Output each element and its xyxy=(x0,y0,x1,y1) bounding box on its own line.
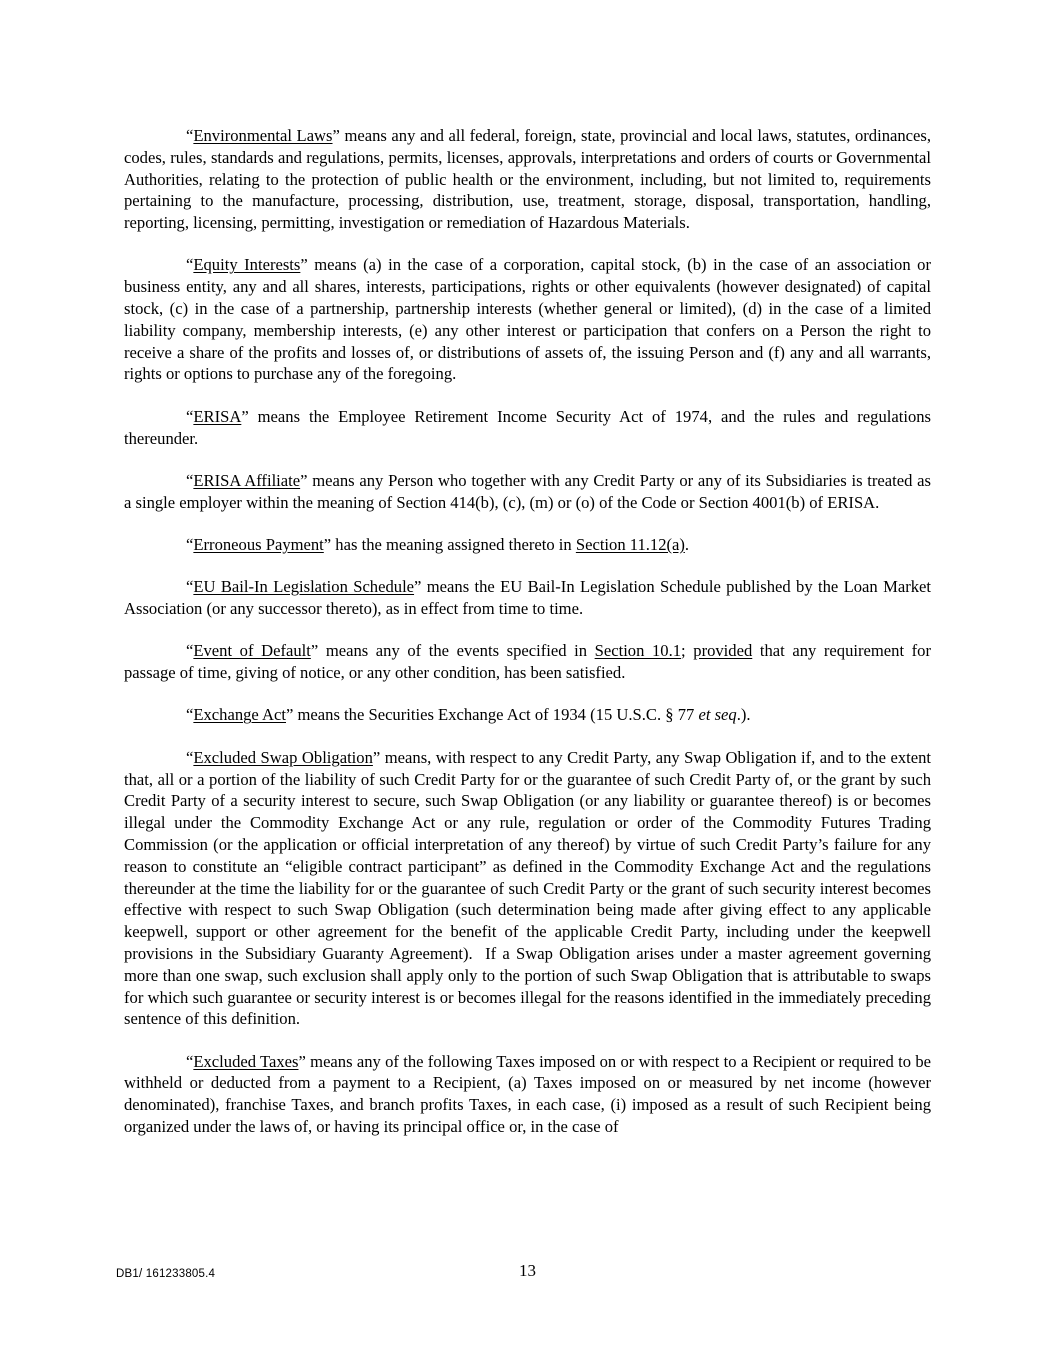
defined-term: Equity Interests xyxy=(193,255,301,275)
section-reference: Section 10.1 xyxy=(594,641,682,661)
defined-term: Exchange Act xyxy=(193,705,286,725)
page-number: 13 xyxy=(519,1261,536,1280)
defined-term: Excluded Taxes xyxy=(193,1051,299,1071)
definition-text: ” means (a) in the case of a corporation, capital stock, (b) in the case of an association or business entity, any and all shares, interests, participations, rights or other equivalents (however designated) of capital stock, (c) in the case of a partnership, partnership interests (whether general or limited), (d) in the case of a limited liability company, membership interests, (e) any other interest or participation that confers on a Person the right to receive a share of the profits and losses of, or distributions of assets of, the issuing Person and (f) any and all warrants, rights or options to purchase any of the foregoing. xyxy=(124,255,931,384)
document-id: DB1/ 161233805.4 xyxy=(116,1268,216,1280)
definition-erisa: “ERISA” means the Employee Retirement Income Security Act of 1974, and the rules and regulations thereunder. xyxy=(124,406,931,448)
definition-text: ” means the Securities Exchange Act of 1934 (15 U.S.C. § 77 xyxy=(286,705,699,725)
definition-text: ” has the meaning assigned thereto in xyxy=(323,534,576,554)
definition-excluded-taxes: “Excluded Taxes” means any of the following Taxes imposed on or with respect to a Recipient or required to be withheld or deducted from a payment to a Recipient, (a) Taxes imposed on or measured by net income (however denominated), franchise Taxes, and branch profits Taxes, in each case, (i) imposed as a result of such Recipient being organized under the laws of, or having its principal office or, in the case of xyxy=(124,1051,931,1136)
definition-text: ” means any of the following Taxes imposed on or with respect to a Recipient or required to be withheld or deducted from a payment to a Recipient, (a) Taxes imposed on or measured by net income (however denominated), franchise Taxes, and branch profits Taxes, in each case, (i) imposed as a result of such Recipient being organized under the laws of, or having its principal office or, in the case of xyxy=(124,1051,931,1136)
definition-excluded-swap-obligation: “Excluded Swap Obligation” means, with respect to any Credit Party, any Swap Obligation if, and to the extent that, all or a portion of the liability of such Credit Party for or the guarantee of such Credit Party of, or the grant by such Credit Party of a security interest to secure, such Swap Obligation (or any liability or guarantee thereof) is or becomes illegal under the Commodity Exchange Act or any rule, regulation or order of the Commodity Futures Trading Commission (or the application or official interpretation of any thereof) by virtue of such Credit Party’s failure for any reason to constitute an “eligible contract participant” as defined in the Commodity Exchange Act and the regulations thereunder at the time the liability for or the guarantee of such Credit Party or the grant of such security interest becomes effective with respect to such Swap Obligation (such determination being made after giving effect to any applicable keepwell, support or other agreement for the benefit of the applicable Credit Party, including under the keepwell provisions in the Subsidiary Guaranty Agreement). If a Swap Obligation arises under a master agreement governing more than one swap, such exclusion shall apply only to the portion of such Swap Obligation that is attributable to swaps for which such guarantee or security interest is or becomes illegal for the reasons identified in the immediately preceding sentence of this definition. xyxy=(124,747,931,1029)
defined-term: Erroneous Payment xyxy=(193,534,324,554)
proviso-term: provided xyxy=(693,641,753,661)
definition-text-end: that any requirement for passage of time, giving of notice, or any other condition, has been satisfied. xyxy=(124,641,931,683)
defined-term: Excluded Swap Obligation xyxy=(193,747,373,767)
definition-text: ” means the EU Bail-In Legislation Schedule published by the Loan Market Association (or any successor thereto), as in effect from time to time. xyxy=(124,577,931,619)
definition-event-of-default: “Event of Default” means any of the events specified in Section 10.1; provided that any requirement for passage of time, giving of notice, or any other condition, has been satisfied. xyxy=(124,641,931,683)
definition-text-mid: ; xyxy=(681,641,694,661)
definition-environmental-laws: “Environmental Laws” means any and all federal, foreign, state, provincial and local laws, statutes, ordinances, codes, rules, standards and regulations, permits, licenses, approvals, interpretations and orders of courts or Governmental Authorities, relating to the protection of public health or the environment, including, but not limited to, requirements pertaining to the manufacture, processing, distribution, use, treatment, storage, disposal, transportation, handling, reporting, licensing, permitting, investigation or remediation of Hazardous Materials. xyxy=(124,126,931,233)
defined-term: ERISA xyxy=(193,406,242,426)
defined-term: EU Bail-In Legislation Schedule xyxy=(193,577,415,597)
definition-text-end: . xyxy=(684,534,690,554)
definition-erroneous-payment: “Erroneous Payment” has the meaning assigned thereto in Section 11.12(a). xyxy=(186,534,690,554)
definition-exchange-act: “Exchange Act” means the Securities Exchange Act of 1934 (15 U.S.C. § 77 et seq.). xyxy=(186,705,751,725)
italic-text: et seq xyxy=(698,705,737,725)
defined-term: ERISA Affiliate xyxy=(193,470,301,490)
defined-term: Event of Default xyxy=(193,641,311,661)
definition-text: ” means any Person who together with any Credit Party or any of its Subsidiaries is treated as a single employer within the meaning of Section 414(b), (c), (m) or (o) of the Code or Section 4001(b) of ERISA. xyxy=(124,470,931,512)
document-body xyxy=(124,125,931,1158)
defined-term: Environmental Laws xyxy=(193,126,333,145)
definition-text: ” means, with respect to any Credit Party, any Swap Obligation if, and to the extent that, all or a portion of the liability of such Credit Party for or the guarantee of such Credit Party of, or the grant by such Credit Party of a security interest to secure, such Swap Obligation (or any liability or guarantee thereof) is or becomes illegal under the Commodity Exchange Act or any rule, regulation or order of the Commodity Futures Trading Commission (or the application or official interpretation of any thereof) by virtue of such Credit Party’s failure for any reason to constitute an “eligible contract participant” as defined in the Commodity Exchange Act and the regulations thereunder at the time the liability for or the guarantee of such Credit Party or the grant of such security interest becomes effective with respect to such Swap Obligation (such determination being made after giving effect to any applicable keepwell, support or other agreement for the benefit of the applicable Credit Party, including under the keepwell provisions in the Subsidiary Guaranty Agreement). If a Swap Obligation arises under a master agreement governing more than one swap, such exclusion shall apply only to the portion of such Swap Obligation that is attributable to swaps for which such guarantee or security interest is or becomes illegal for the reasons identified in the immediately preceding sentence of this definition. xyxy=(124,747,931,1029)
definition-erisa-affiliate: “ERISA Affiliate” means any Person who together with any Credit Party or any of its Subsidiaries is treated as a single employer within the meaning of Section 414(b), (c), (m) or (o) of the Code or Section 4001(b) of ERISA. xyxy=(124,470,931,512)
definition-text-end: .). xyxy=(736,705,751,725)
definition-text: ” means the Employee Retirement Income Security Act of 1974, and the rules and regulations thereunder. xyxy=(124,406,931,448)
definition-equity-interests: “Equity Interests” means (a) in the case of a corporation, capital stock, (b) in the case of an association or business entity, any and all shares, interests, participations, rights or other equivalents (however designated) of capital stock, (c) in the case of a partnership, partnership interests (whether general or limited), (d) in the case of a limited liability company, membership interests, (e) any other interest or participation that confers on a Person the right to receive a share of the profits and losses of, or distributions of assets of, the issuing Person and (f) any and all warrants, rights or options to purchase any of the foregoing. xyxy=(124,255,931,384)
definition-text: ” means any of the events specified in xyxy=(310,641,595,661)
definition-eu-bail-in-schedule: “EU Bail-In Legislation Schedule” means the EU Bail-In Legislation Schedule published by the Loan Market Association (or any successor thereto), as in effect from time to time. xyxy=(124,577,931,619)
definition-text: ” means any and all federal, foreign, state, provincial and local laws, statutes, ordinances, codes, rules, standards and regulations, permits, licenses, approvals, interpretations and orders of courts or Governmental Authorities, relating to the protection of public health or the environment, including, but not limited to, requirements pertaining to the manufacture, processing, distribution, use, treatment, storage, disposal, transportation, handling, reporting, licensing, permitting, investigation or remediation of Hazardous Materials. xyxy=(124,126,931,233)
section-reference: Section 11.12(a) xyxy=(575,534,685,554)
